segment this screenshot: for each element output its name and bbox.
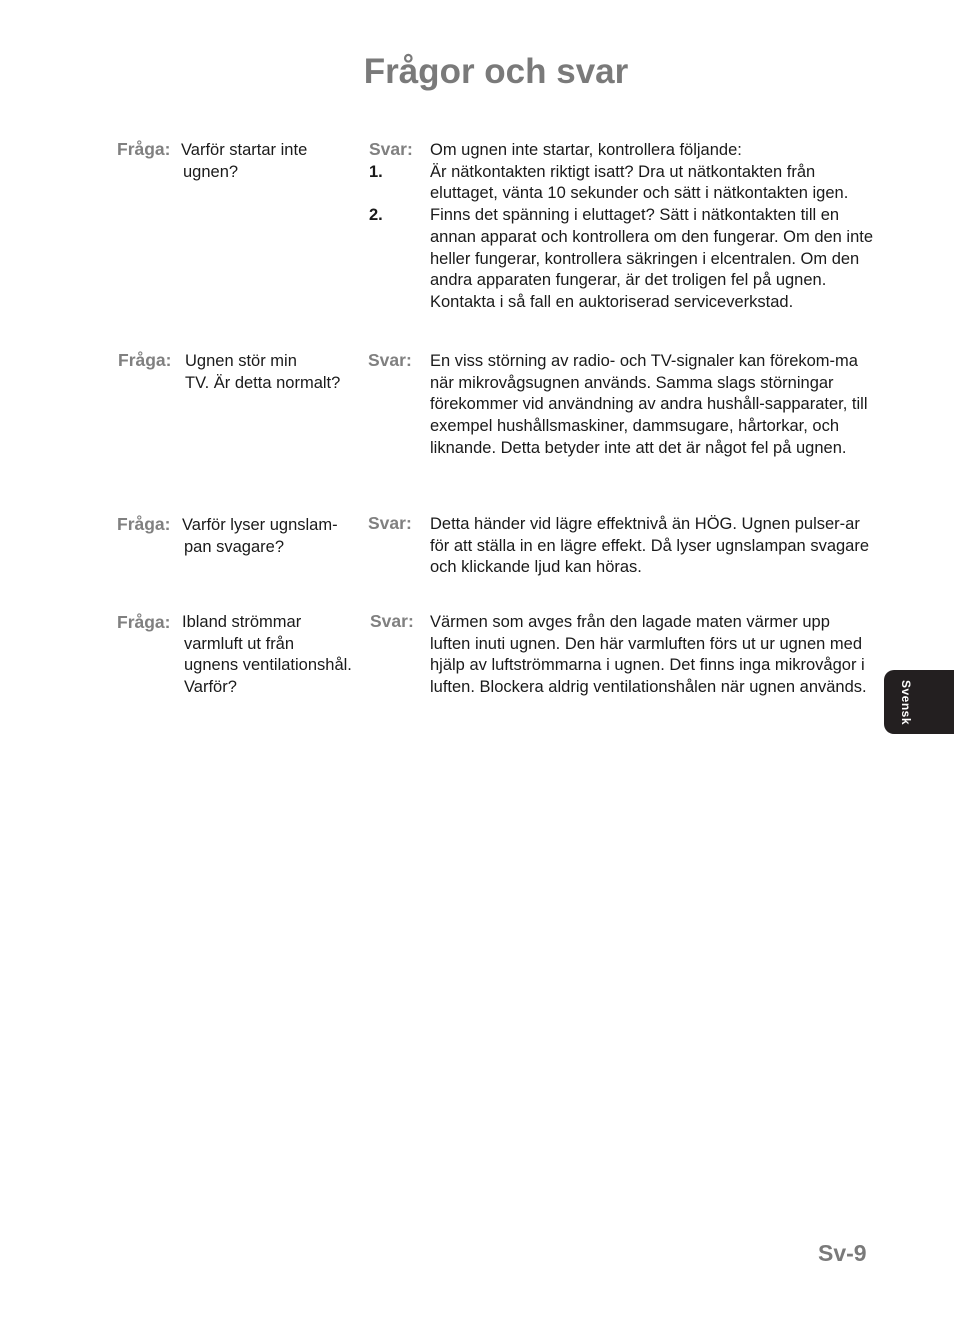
question-line: varmluft ut från: [184, 634, 295, 653]
item-text: Finns det spänning i eluttaget? Sätt i nätkontakten till en annan apparat och kontrollera om den fungerar. Om den inte heller fungerar, kontrollera säkringen i elcentralen. Om den andra apparaten fungerar, är det troligen fel på ugnen. Kontakta i så fall en auktoriserad serviceverkstad.: [430, 206, 874, 311]
question-label: Fråga:: [117, 612, 171, 632]
language-tab: [884, 670, 954, 734]
answer-item: [369, 162, 880, 205]
answer-label: Svar:: [368, 350, 412, 370]
question-line: ugnens ventilationshål.: [184, 656, 352, 675]
answer-text: Värmen som avges från den lagade maten värmer upp luften inuti ugnen. Den här varmluften förs ut ur ugnen med hjälp av luftströmmarna i ugnen. Det finns inga mikrovågor i luften. Blockera aldrig ventilationshålen när ugnen används.: [430, 613, 867, 697]
item-number: 2.: [369, 206, 383, 225]
question-text: [182, 515, 338, 558]
question-line: Varför startar inte: [181, 141, 308, 159]
question-line: pan svagare?: [184, 537, 284, 556]
answer-label: Svar:: [368, 513, 412, 533]
item-text: Är nätkontakten riktigt isatt? Dra ut nätkontakten från eluttaget, vänta 10 sekunder och sätt i nätkontakten igen.: [430, 162, 849, 203]
question-label: Fråga:: [117, 514, 171, 534]
question-label: Fråga:: [117, 139, 171, 159]
answer-intro: Om ugnen inte startar, kontrollera följande:: [430, 141, 742, 159]
question-label: Fråga:: [118, 350, 172, 370]
answer-text: En viss störning av radio- och TV-signaler kan förekom-ma när mikrovågsugnen används. Samma slags störningar förekommer vid användning av andra hushåll-sapparater, till exempel hushållsmaskiner, dammsugare, hårtorkar, och liknande. Detta betyder inte att det är något fel på ugnen.: [430, 352, 868, 457]
page-number: Sv-9: [818, 1240, 867, 1266]
question-line: Ugnen stör min: [185, 352, 297, 370]
item-number: 1.: [369, 162, 383, 181]
question-text: [185, 351, 340, 394]
answer-text: Detta händer vid lägre effektnivå än HÖG. Ugnen pulser-ar för att ställa in en lägre effekt. Då lyser ugnslampan svagare och klickande ljud kan höras.: [430, 515, 870, 577]
answer-label: Svar:: [369, 139, 413, 159]
language-tab-label: Svensk: [899, 680, 913, 726]
question-line: Ibland strömmar: [182, 613, 302, 631]
answer-item: [369, 205, 880, 314]
answer-label: Svar:: [370, 611, 414, 631]
question-text: [182, 612, 352, 699]
question-line: Varför lyser ugnslam-: [182, 516, 338, 534]
question-line: ugnen?: [183, 162, 239, 181]
question-text: [181, 140, 307, 183]
question-line: Varför?: [184, 678, 237, 697]
question-line: TV. Är detta normalt?: [185, 373, 341, 392]
page-title: Frågor och svar: [363, 52, 629, 91]
